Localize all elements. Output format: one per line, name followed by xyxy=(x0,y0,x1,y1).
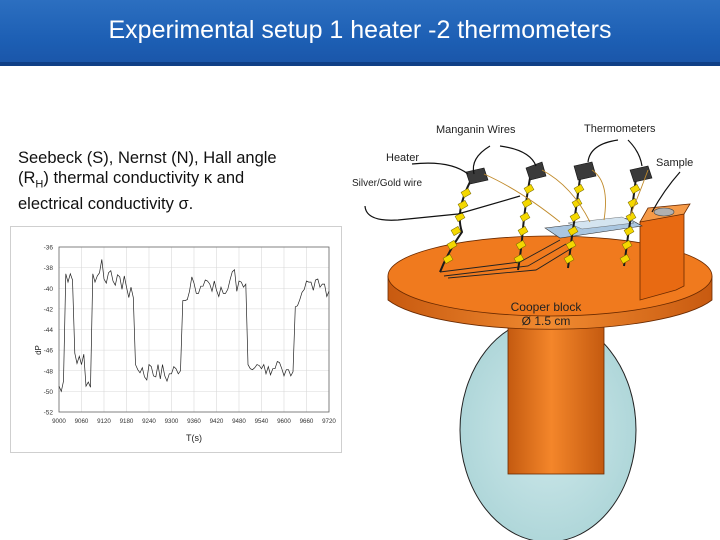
x-tick-label: 9420 xyxy=(209,418,224,425)
x-tick-label: 9720 xyxy=(322,418,336,425)
label-silver-gold-wire: Silver/Gold wire xyxy=(352,178,423,189)
x-tick-label: 9660 xyxy=(299,418,314,425)
x-tick-label: 9180 xyxy=(119,418,134,425)
label-thermometers: Thermometers xyxy=(584,123,656,135)
description-rh-subscript: H xyxy=(35,178,44,191)
y-tick-label: -44 xyxy=(43,327,53,334)
y-tick-label: -48 xyxy=(43,368,53,376)
x-tick-label: 9060 xyxy=(74,418,89,425)
description-rh-prefix: (R xyxy=(18,169,36,187)
x-axis-label: T(s) xyxy=(186,433,202,443)
x-tick-label: 9300 xyxy=(164,418,179,425)
screw-head xyxy=(654,208,674,216)
copper-stem xyxy=(508,312,604,474)
y-tick-label: -38 xyxy=(43,265,53,273)
holder-post xyxy=(640,210,684,300)
x-tick-label: 9540 xyxy=(254,418,269,425)
y-tick-label: -42 xyxy=(43,306,53,314)
y-tick-label: -46 xyxy=(43,347,53,355)
label-manganin-wires: Manganin Wires xyxy=(436,124,516,136)
y-tick-label: -36 xyxy=(43,244,53,252)
description-rh-suffix: ) thermal conductivity κ and xyxy=(43,169,245,187)
x-tick-label: 9360 xyxy=(187,418,201,425)
label-copper-diameter: Ø 1.5 cm xyxy=(521,314,571,328)
y-tick-label: -50 xyxy=(43,388,53,396)
y-tick-label: -52 xyxy=(43,409,53,417)
x-tick-label: 9240 xyxy=(142,418,156,425)
description-line-3: electrical conductivity σ. xyxy=(18,195,194,214)
label-sample: Sample xyxy=(656,157,694,169)
y-tick-label: -40 xyxy=(43,285,53,293)
slide-title: Experimental setup 1 heater -2 thermometers xyxy=(108,16,612,44)
x-tick-label: 9120 xyxy=(97,418,111,425)
y-axis-label: dP xyxy=(34,345,43,355)
description-line-1: Seebeck (S), Nernst (N), Hall angle xyxy=(18,149,277,167)
label-heater: Heater xyxy=(386,152,420,164)
label-copper-block: Cooper block xyxy=(510,300,582,314)
x-tick-label: 9600 xyxy=(277,418,291,425)
x-tick-label: 9000 xyxy=(52,418,66,425)
x-tick-label: 9480 xyxy=(232,418,246,425)
